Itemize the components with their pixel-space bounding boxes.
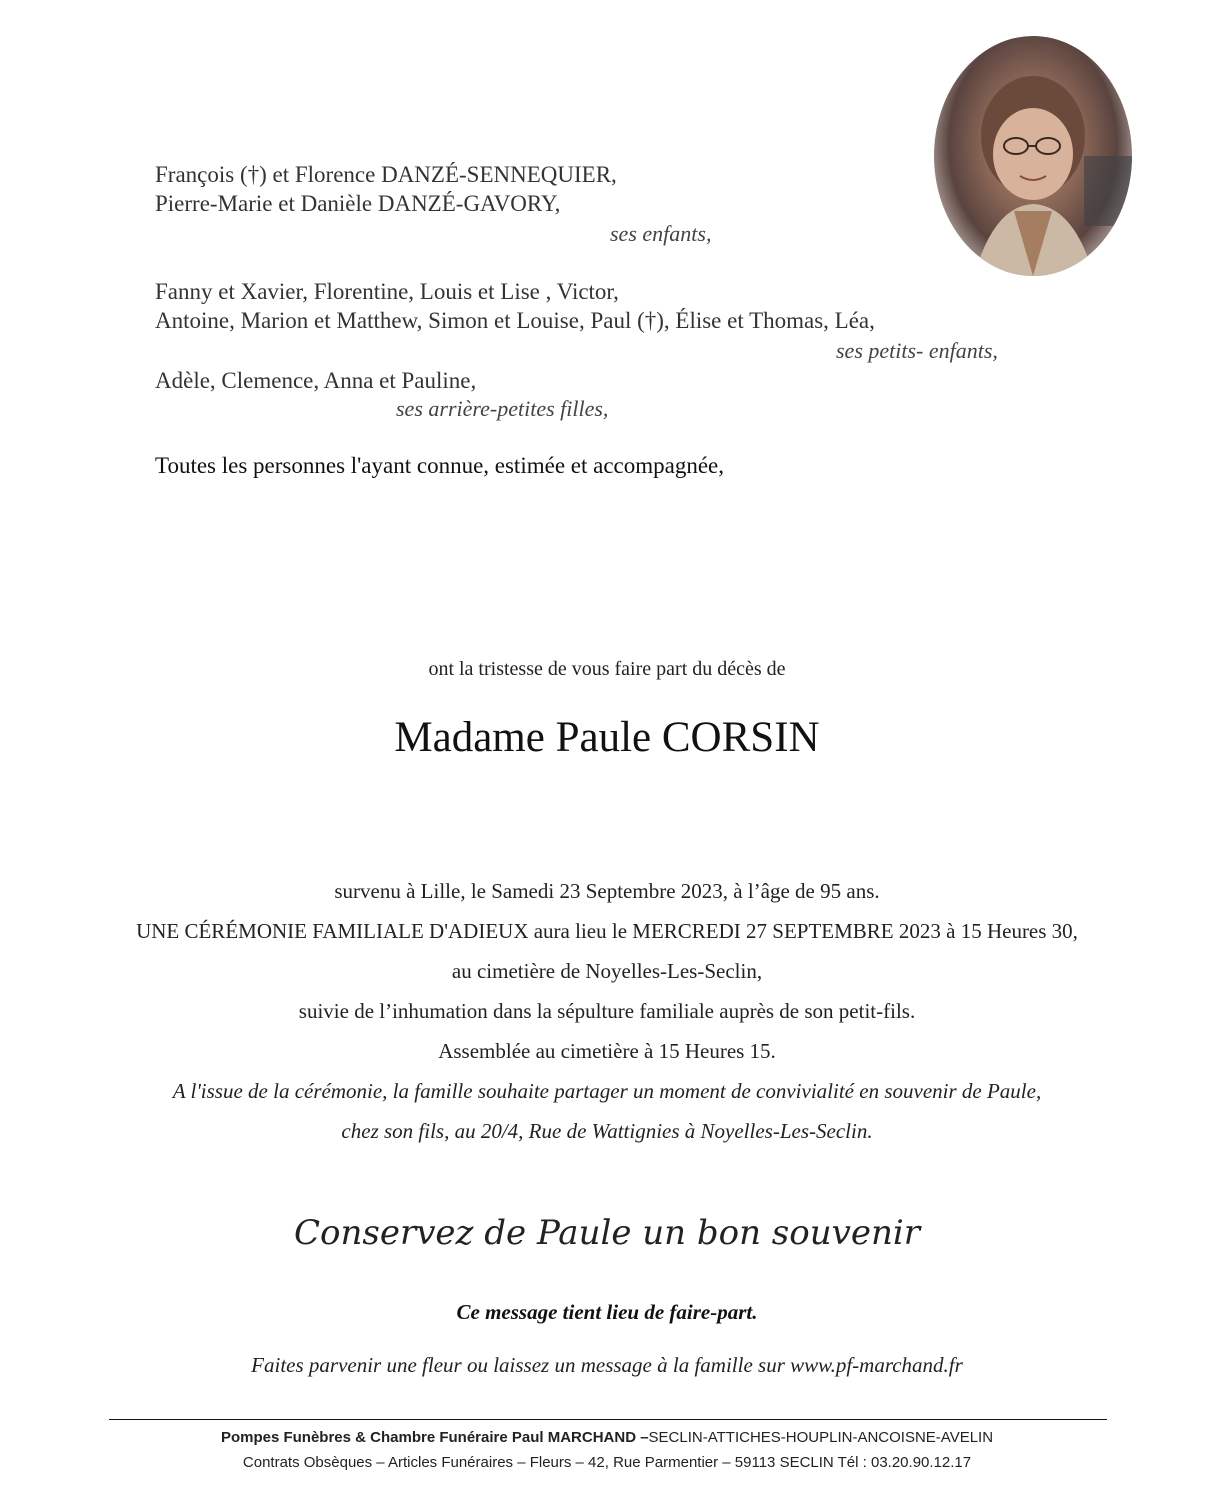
footer-company-towns: SECLIN-ATTICHES-HOUPLIN-ANCOISNE-AVELIN bbox=[648, 1429, 994, 1446]
announcement-intro: ont la tristesse de vous faire part du décès de bbox=[428, 658, 786, 680]
grandchildren-line-1: Fanny et Xavier, Florentine, Louis et Lise , Victor, bbox=[155, 279, 619, 304]
notice-text: Ce message tient lieu de faire-part. bbox=[456, 1300, 758, 1324]
children-line-1: François (†) et Florence DANZÉ-SENNEQUIER, bbox=[155, 162, 617, 187]
portrait-photo bbox=[934, 36, 1132, 276]
details-line-5: Assemblée au cimetière à 15 Heures 15. bbox=[438, 1039, 776, 1063]
others-line: Toutes les personnes l'ayant connue, estimée et accompagnée, bbox=[155, 453, 725, 478]
details-italic-line-1: A l'issue de la cérémonie, la famille souhaite partager un moment de convivialité en souvenir de Paule, bbox=[172, 1079, 1042, 1103]
great-grandchildren-line: Adèle, Clemence, Anna et Pauline, bbox=[155, 368, 477, 393]
details-italic-line-2: chez son fils, au 20/4, Rue de Wattignies à Noyelles-Les-Seclin. bbox=[341, 1119, 873, 1143]
details-line-2: UNE CÉRÉMONIE FAMILIALE D'ADIEUX aura lieu le MERCREDI 27 SEPTEMBRE 2023 à 15 Heures 30, bbox=[136, 919, 1078, 943]
souvenir-heading: Conservez de Paule un bon souvenir bbox=[294, 1213, 920, 1253]
message-text: Faites parvenir une fleur ou laissez un message à la famille sur www.pf-marchand.fr bbox=[251, 1353, 963, 1377]
footer-company-name: Pompes Funèbres & Chambre Funéraire Paul MARCHAND – bbox=[220, 1429, 649, 1446]
details-line-4: suivie de l’inhumation dans la sépulture familiale auprès de son petit-fils. bbox=[298, 999, 916, 1023]
grandchildren-line-2: Antoine, Marion et Matthew, Simon et Louise, Paul (†), Élise et Thomas, Léa, bbox=[155, 308, 875, 333]
details-line-1: survenu à Lille, le Samedi 23 Septembre 2023, à l’âge de 95 ans. bbox=[334, 879, 880, 903]
children-role: ses enfants, bbox=[610, 221, 712, 246]
portrait-image bbox=[934, 36, 1132, 276]
footer-services: Contrats Obsèques – Articles Funéraires – Fleurs – 42, Rue Parmentier – 59113 SECLIN Tél : 03.20.90.12.17 bbox=[242, 1454, 972, 1471]
footer-company bbox=[0, 1429, 1214, 1446]
footer-divider bbox=[109, 1419, 1107, 1420]
grandchildren-role: ses petits- enfants, bbox=[836, 338, 998, 363]
children-line-2: Pierre-Marie et Danièle DANZÉ-GAVORY, bbox=[155, 191, 561, 216]
deceased-name: Madame Paule CORSIN bbox=[394, 714, 820, 761]
details-line-3: au cimetière de Noyelles-Les-Seclin, bbox=[451, 959, 763, 983]
great-grandchildren-role: ses arrière-petites filles, bbox=[396, 396, 609, 421]
